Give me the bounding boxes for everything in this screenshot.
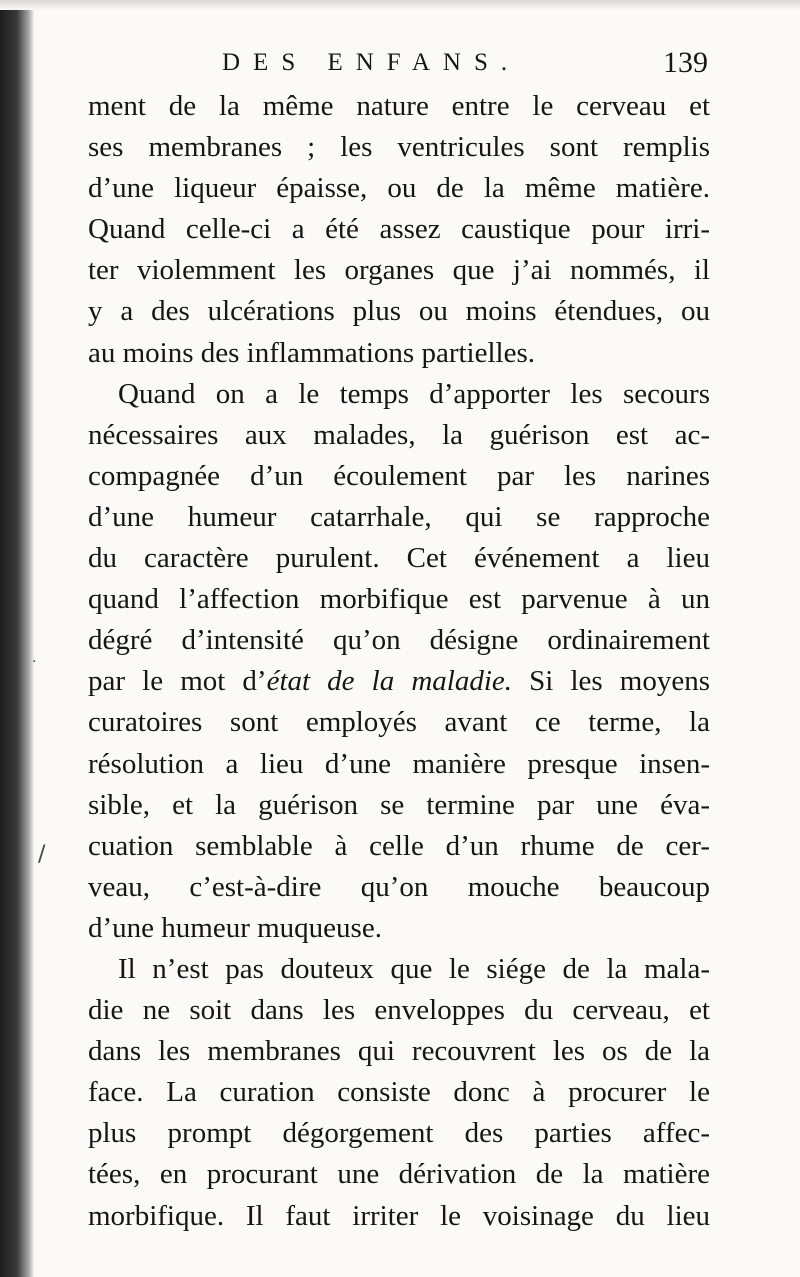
text-line: d’une humeur muqueuse. xyxy=(88,911,382,944)
text-line: cuation semblable à celle d’un rhume de cer- xyxy=(88,829,710,862)
margin-dot: . xyxy=(32,650,37,666)
text-line: Quand celle-ci a été assez caustique pour irri- xyxy=(88,213,710,246)
text-line: tées, en procurant une dérivation de la matière xyxy=(88,1158,710,1191)
text-line: d’une humeur catarrhale, qui se rapproche xyxy=(88,500,710,533)
text-line: face. La curation consiste donc à procurer le xyxy=(88,1076,710,1109)
line-segment: par le mot d’ xyxy=(88,665,267,698)
text-line: ses membranes ; les ventricules sont remplis xyxy=(88,131,710,164)
running-title: DES ENFANS. xyxy=(222,49,521,76)
page-number: 139 xyxy=(663,46,708,79)
paragraph-start-line: Quand on a le temps d’apporter les secours xyxy=(118,377,710,410)
text-line: dégré d’intensité qu’on désigne ordinairement xyxy=(88,624,710,657)
margin-mark: / xyxy=(38,842,46,867)
text-line: y a des ulcérations plus ou moins étendues, ou xyxy=(88,295,710,328)
text-line: au moins des inflammations partielles. xyxy=(88,336,535,369)
text-line: résolution a lieu d’une manière presque insen- xyxy=(88,747,710,780)
text-line: du caractère purulent. Cet événement a lieu xyxy=(88,542,710,575)
text-line: ment de la même nature entre le cerveau et xyxy=(88,90,710,122)
line-segment: Si les moyens xyxy=(512,665,710,698)
text-line: quand l’affection morbifique est parvenue à un xyxy=(88,583,710,616)
text-line: nécessaires aux malades, la guérison est ac- xyxy=(88,418,710,451)
text-line: d’une liqueur épaisse, ou de la même matière. xyxy=(88,172,710,205)
page-top-edge xyxy=(0,0,800,10)
text-line: ter violemment les organes que j’ai nommés, il xyxy=(88,254,710,287)
text-line: sible, et la guérison se termine par une éva- xyxy=(88,788,710,821)
text-line: die ne soit dans les enveloppes du cerveau, et xyxy=(88,994,710,1027)
running-head xyxy=(88,40,710,86)
text-line: curatoires sont employés avant ce terme, la xyxy=(88,706,710,739)
text-line: compagnée d’un écoulement par les narines xyxy=(88,459,710,492)
paragraph-start-line: Il n’est pas douteux que le siége de la mala- xyxy=(118,952,710,985)
text-line: morbifique. Il faut irriter le voisinage du lieu xyxy=(88,1199,710,1232)
italic-phrase: état de la maladie. xyxy=(266,665,513,698)
text-line: dans les membranes qui recouvrent les os de la xyxy=(88,1035,710,1068)
text-line: plus prompt dégorgement des parties affec- xyxy=(88,1117,710,1150)
body-text xyxy=(88,86,710,1237)
text-line-with-italic xyxy=(88,661,710,702)
book-page xyxy=(88,40,710,1237)
text-line: veau, c’est-à-dire qu’on mouche beaucoup xyxy=(88,870,710,903)
book-gutter-shadow xyxy=(0,0,37,1277)
